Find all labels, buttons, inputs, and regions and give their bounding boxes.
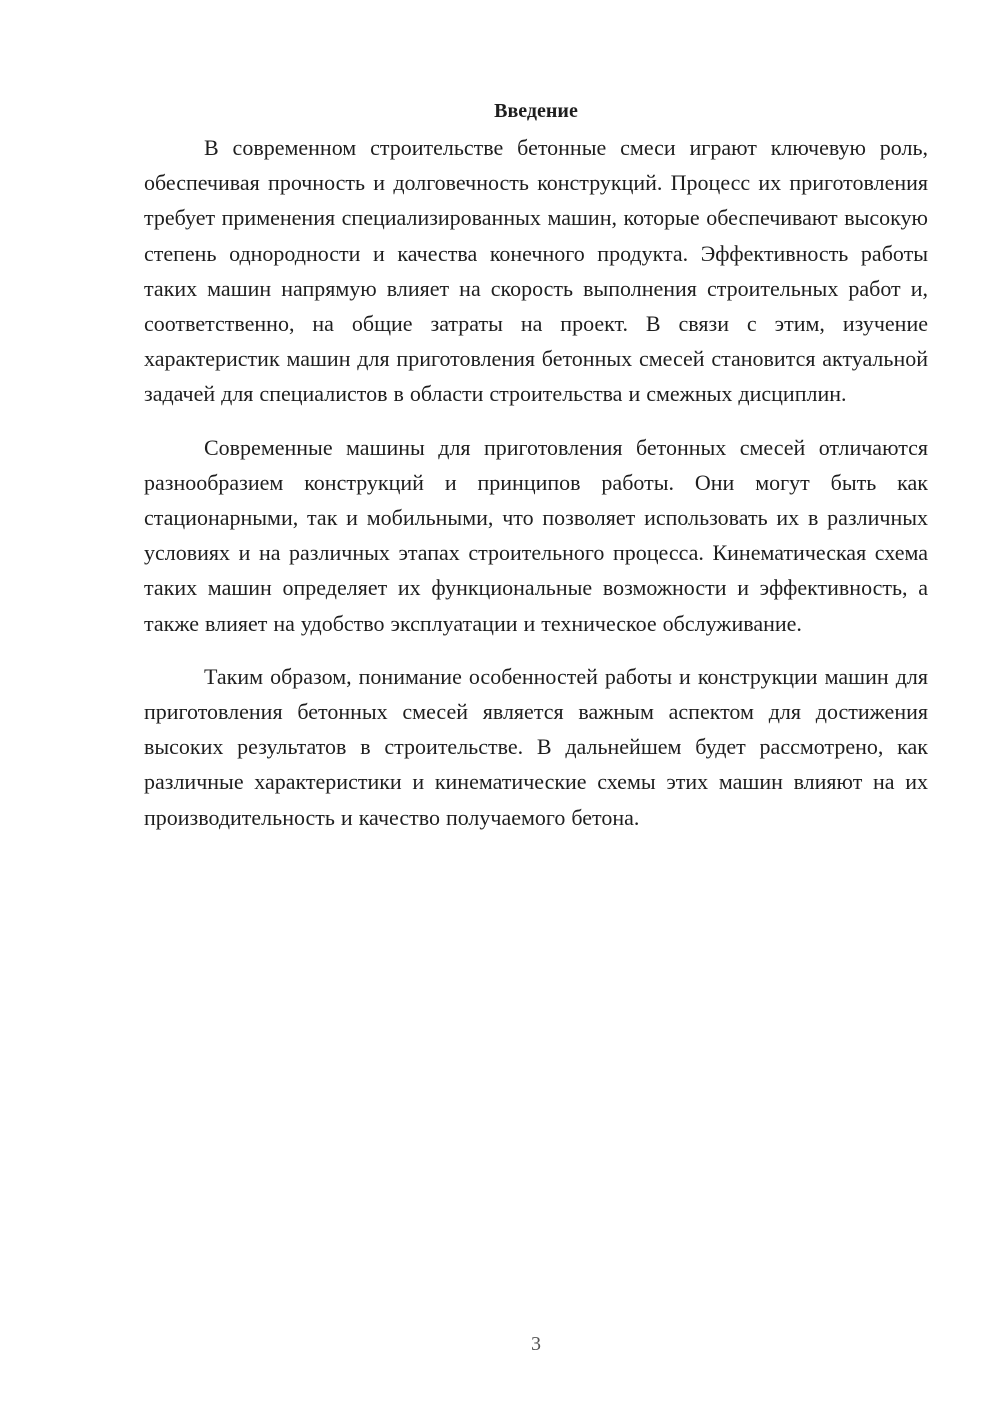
- paragraph-2: Современные машины для приготовления бетонных смесей отличаются разнообразием конструкций и принципов работы. Они могут быть как стационарными, так и мобильными, что позволяет использовать их в различных условиях и на различных этапах строительного процесса. Кинематическая схема таких машин определяет их функциональные возможности и эффективность, а также влияет на удобство эксплуатации и техническое обслуживание.: [144, 434, 928, 636]
- section-heading: Введение: [494, 100, 578, 122]
- page-content: [144, 92, 928, 835]
- paragraph-3: Таким образом, понимание особенностей работы и конструкции машин для приготовления бетонных смесей является важным аспектом для достижения высоких результатов в строительстве. В дальнейшем будет рассмотрено, как различные характеристики и кинематические схемы этих машин влияют на их производительность и качество получаемого бетона.: [144, 663, 928, 830]
- paragraph-1: В современном строительстве бетонные смеси играют ключевую роль, обеспечивая прочность и долговечность конструкций. Процесс их приготовления требует применения специализированных машин, которые обеспечивают высокую степень однородности и качества конечного продукта. Эффективность работы таких машин напрямую влияет на скорость выполнения строительных работ и, соответственно, на общие затраты на проект. В связи с этим, изучение характеристик машин для приготовления бетонных смесей становится актуальной задачей для специалистов в области строительства и смежных дисциплин.: [144, 135, 928, 407]
- page-number: 3: [531, 1333, 541, 1355]
